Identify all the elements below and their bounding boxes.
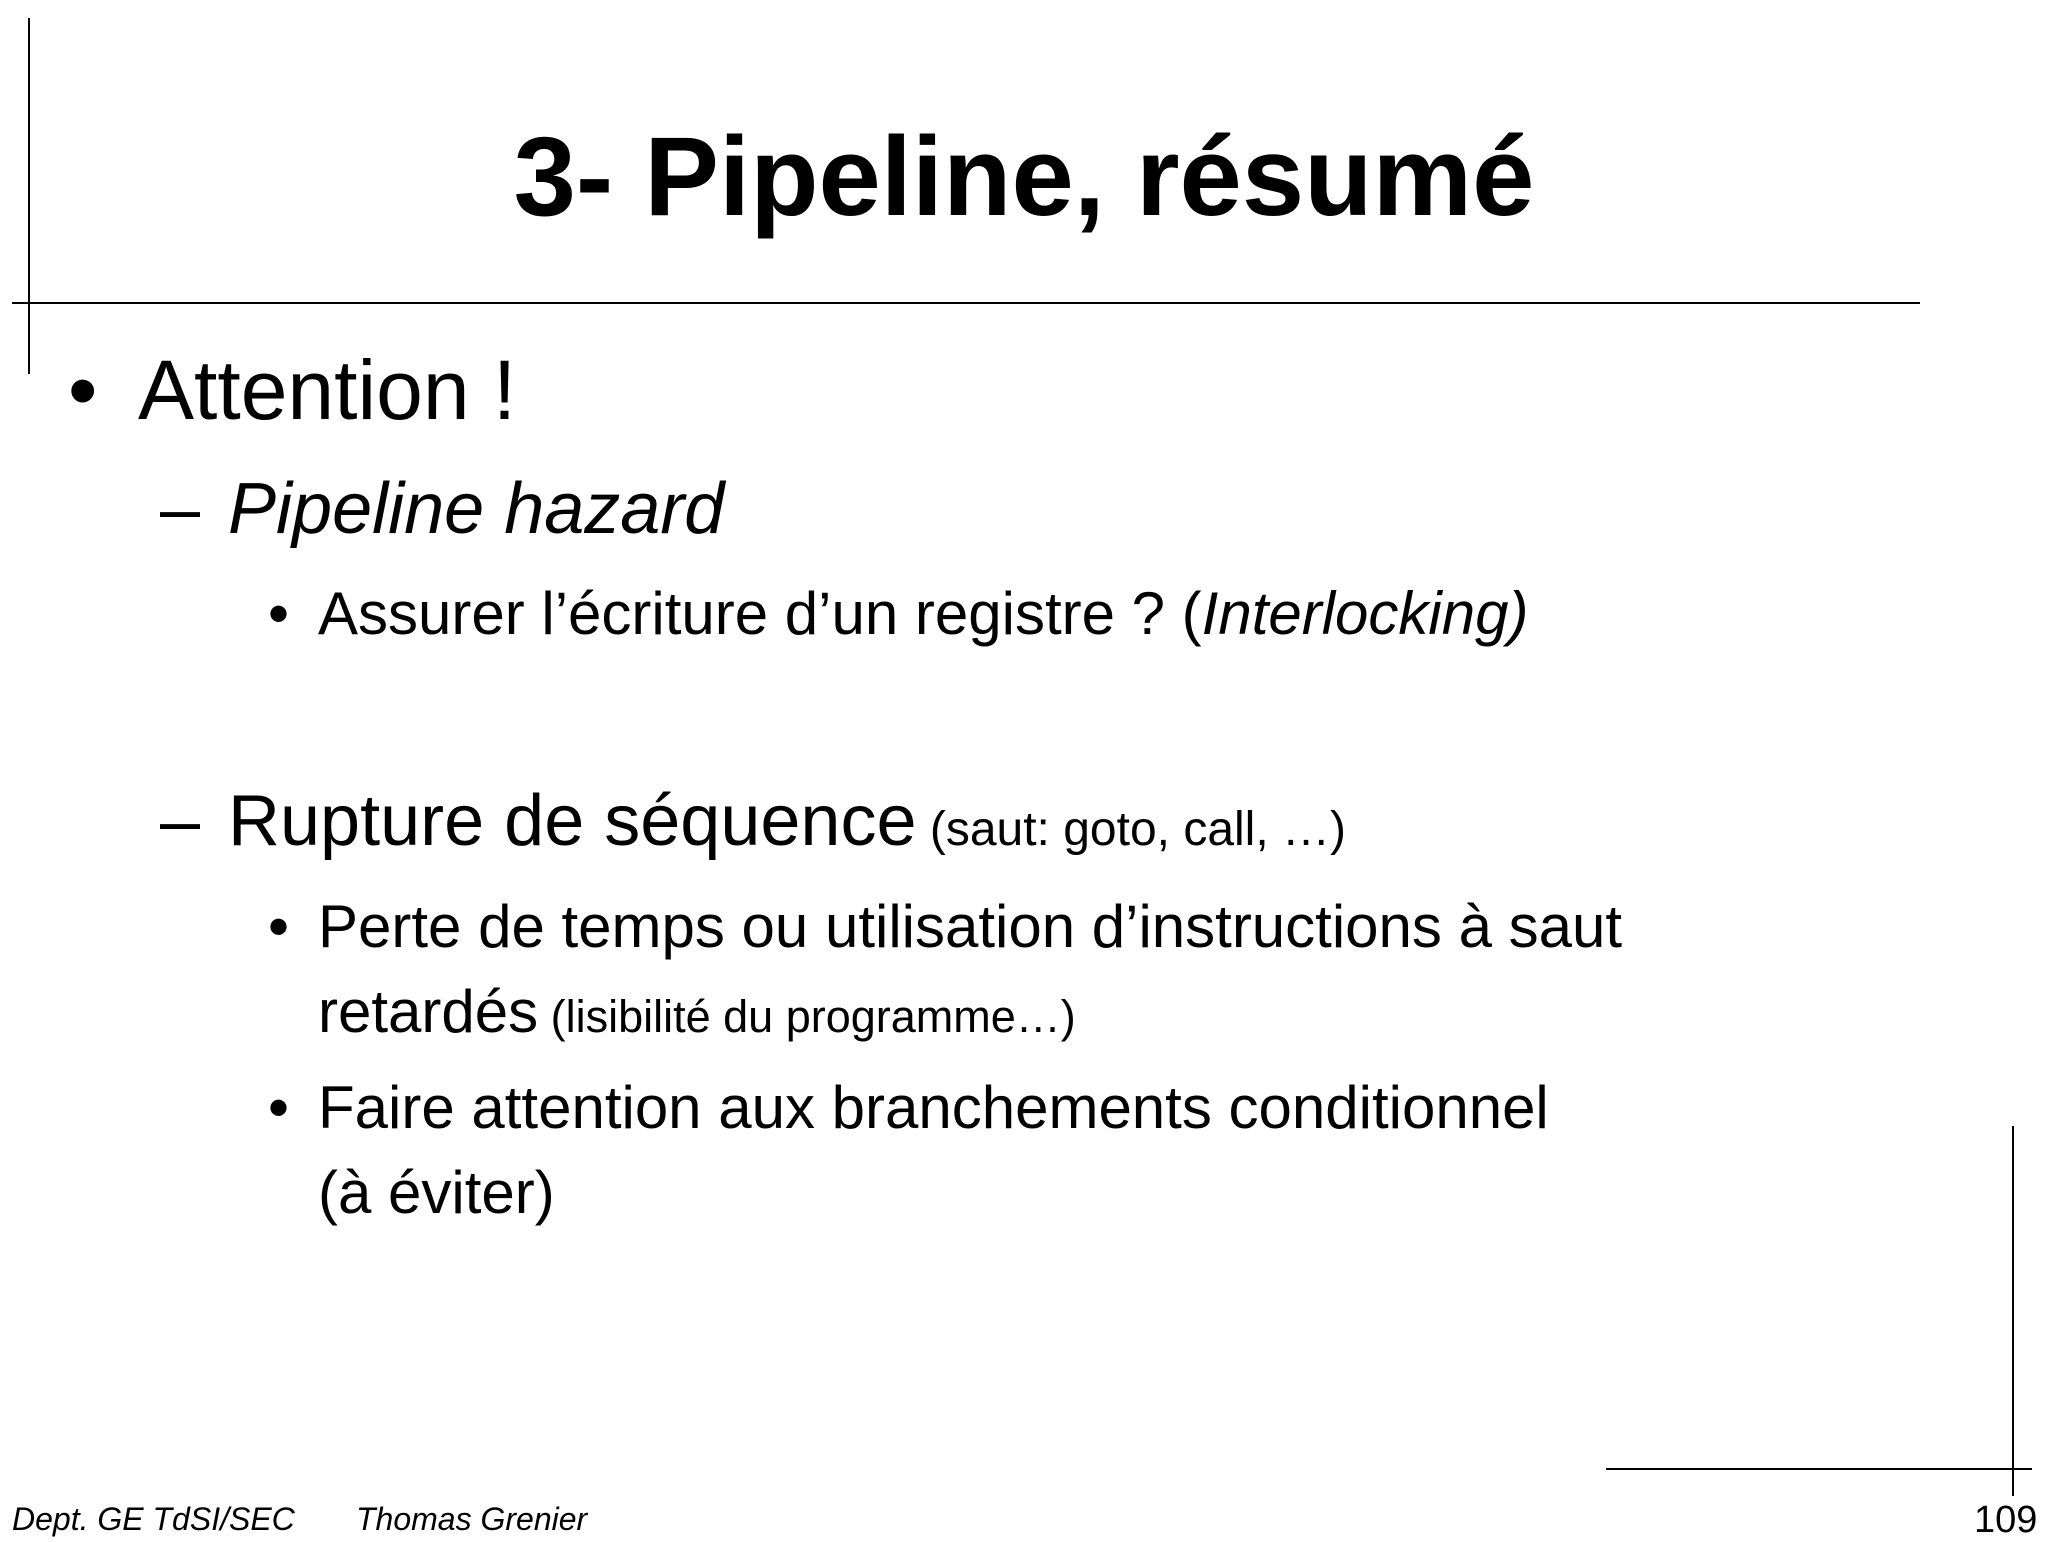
- item-text-regular: Assurer l’écriture d’un registre ? (: [318, 580, 1202, 647]
- item-line-1: Perte de temps ou utilisation d’instructions à saut: [318, 893, 1623, 960]
- item-branchements-continuation: [318, 1157, 555, 1229]
- sub-bullet-text-small: (saut: goto, call, …): [916, 803, 1346, 856]
- sub-bullet-text: [228, 778, 1346, 873]
- bullet-marker: •: [268, 893, 290, 960]
- sub-bullet-text: Pipeline hazard: [228, 469, 725, 549]
- bottom-right-vertical-rule: [2012, 1126, 2014, 1496]
- slide-title: 3- Pipeline, résumé: [513, 114, 1535, 239]
- page-number: 109: [1974, 1499, 2038, 1541]
- item-line-2: (à éviter): [318, 1159, 555, 1226]
- item-line-1: Faire attention aux branchements conditionnel: [318, 1074, 1549, 1141]
- sub-bullet-text-main: Rupture de séquence: [228, 781, 917, 861]
- item-text: [318, 578, 1528, 650]
- bullet-text: Attention !: [138, 343, 517, 437]
- dash-marker: –: [160, 781, 201, 861]
- bottom-right-horizontal-rule: [1606, 1468, 2032, 1470]
- footer-department: Dept. GE TdSI/SEC: [12, 1501, 295, 1537]
- title-underline-rule: [12, 302, 1920, 304]
- bullet-marker: •: [268, 1074, 290, 1141]
- item-line-2-small: (lisibilité du programme…): [538, 991, 1076, 1042]
- bullet-marker: •: [68, 343, 98, 437]
- item-line-2: retardés: [318, 978, 539, 1045]
- footer-author: Thomas Grenier: [356, 1501, 588, 1537]
- item-perte-de-temps-continuation: [318, 976, 1076, 1053]
- dash-marker: –: [160, 469, 201, 549]
- bullet-marker: •: [268, 580, 290, 647]
- item-text-italic: Interlocking): [1201, 580, 1529, 647]
